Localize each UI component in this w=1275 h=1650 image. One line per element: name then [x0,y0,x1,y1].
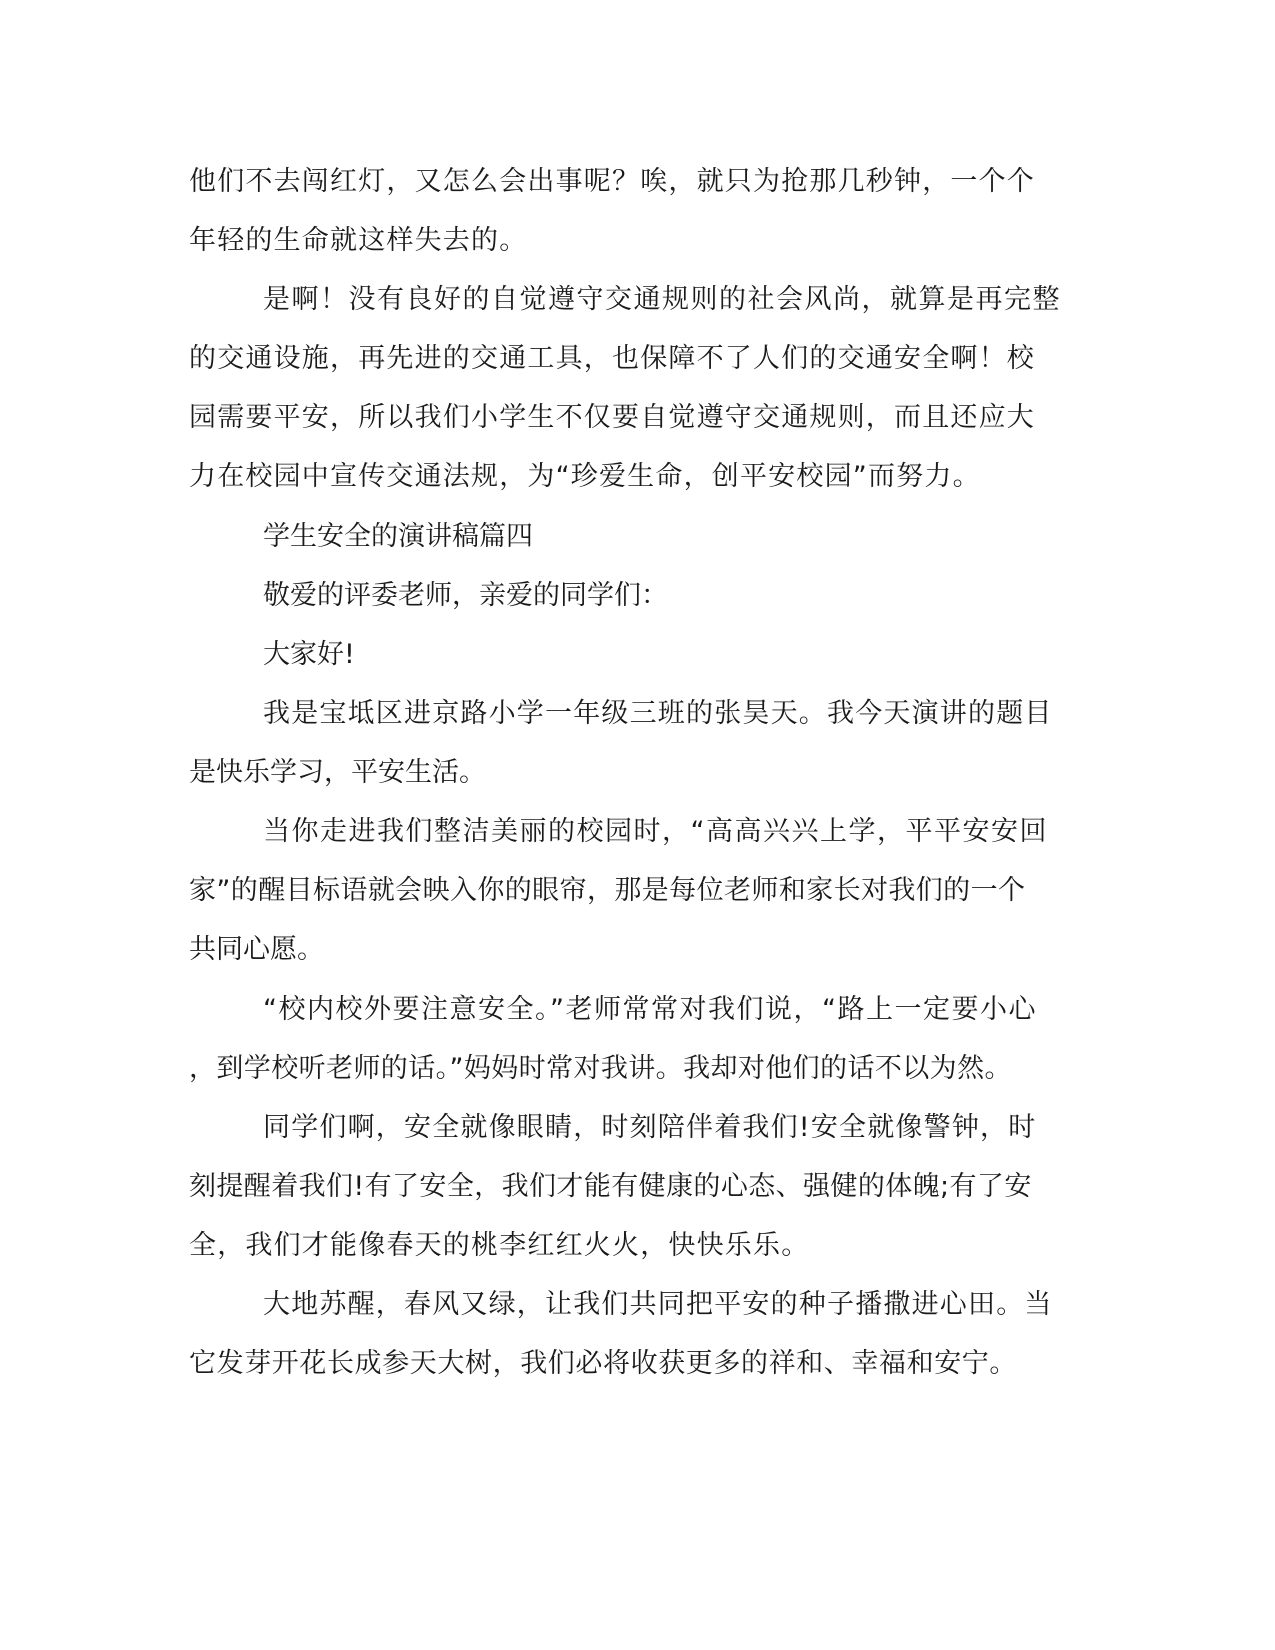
paragraph-line: ，到学校听老师的话。”妈妈时常对我讲。我却对他们的话不以为然。 [189,1053,1012,1084]
paragraph-line: 刻提醒着我们!有了安全，我们才能有健康的心态、强健的体魄;有了安 [189,1171,1032,1202]
section-heading: 学生安全的演讲稿篇四 [263,521,533,552]
paragraph-line: 家”的醒目标语就会映入你的眼帘，那是每位老师和家长对我们的一个 [189,875,1026,906]
paragraph-line: 当你走进我们整洁美丽的校园时，“高高兴兴上学，平平安安回 [263,816,1048,847]
paragraph-line: 是快乐学习，平安生活。 [189,757,486,788]
paragraph-line: 他们不去闯红灯，又怎么会出事呢？唉，就只为抢那几秒钟，一个个 [189,166,1035,197]
paragraph-line: 园需要平安，所以我们小学生不仅要自觉遵守交通规则，而且还应大 [189,402,1035,433]
paragraph-line: 它发芽开花长成参天大树，我们必将收获更多的祥和、幸福和安宁。 [189,1348,1017,1379]
paragraph-line: 全，我们才能像春天的桃李红红火火，快快乐乐。 [189,1230,810,1261]
paragraph-line: 共同心愿。 [189,934,324,965]
paragraph-line: 年轻的生命就这样失去的。 [189,225,528,256]
paragraph-line: 我是宝坻区进京路小学一年级三班的张昊天。我今天演讲的题目 [263,698,1053,729]
salutation-line: 敬爱的评委老师，亲爱的同学们： [263,580,668,611]
paragraph-line: 的交通设施，再先进的交通工具，也保障不了人们的交通安全啊！校 [189,343,1035,374]
paragraph-line: 同学们啊，安全就像眼睛，时刻陪伴着我们!安全就像警钟，时 [263,1112,1037,1143]
paragraph-line: 大地苏醒，春风又绿，让我们共同把平安的种子播撒进心田。当 [263,1289,1053,1320]
paragraph-line: 力在校园中宣传交通法规，为“珍爱生命，创平安校园”而努力。 [189,461,981,492]
paragraph-line: 是啊！没有良好的自觉遵守交通规则的社会风尚，就算是再完整 [263,284,1061,315]
greeting-line: 大家好! [263,639,355,670]
paragraph-line: “校内校外要注意安全。”老师常常对我们说，“路上一定要小心 [263,994,1037,1025]
